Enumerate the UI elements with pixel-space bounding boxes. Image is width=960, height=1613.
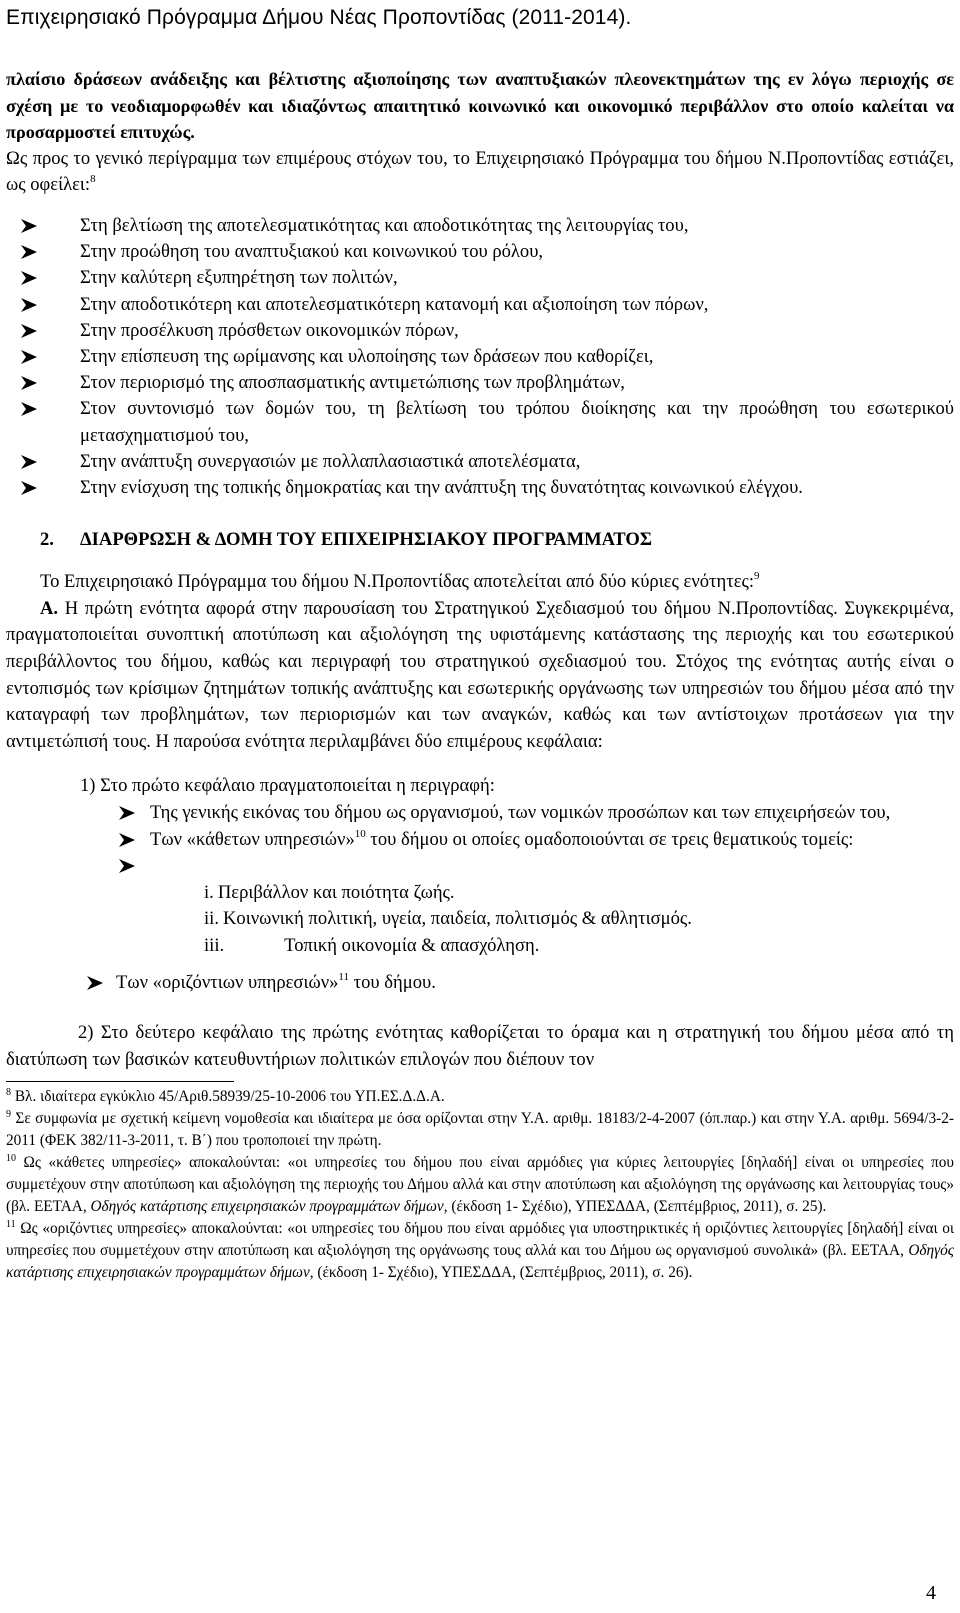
footnote <box>6 1086 954 1108</box>
section-lead <box>6 569 954 596</box>
footnote-text-continued: , (έκδοση 1- Σχέδιο), ΥΠΕΣΔΔΑ, (Σεπτέμβριος, 2011), σ. 25). <box>443 1198 827 1216</box>
list-item-text: Στην ανάπτυξη συνεργασιών με πολλαπλασιαστικά αποτελέσματα, <box>80 450 581 472</box>
sector-item <box>6 906 954 933</box>
list-item-text: Στην αποδοτικότερη και αποτελεσματικότερη κατανομή και αξιοποίηση των πόρων, <box>80 293 709 315</box>
footnotes <box>6 1086 954 1284</box>
chapter-1-block <box>6 773 954 996</box>
list-item <box>6 800 954 827</box>
section-heading <box>40 527 954 553</box>
footnote-divider <box>6 1081 234 1082</box>
list-item-text-continued: του δήμου οι οποίες ομαδοποιούνται σε τρεις θεματικούς τομείς: <box>365 828 854 850</box>
sector-number: iii. <box>204 934 225 956</box>
list-item <box>6 292 954 318</box>
part-a-text: Η πρώτη ενότητα αφορά στην παρουσίαση του Στρατηγικού Σχεδιασμού του δήμου Ν.Προποντίδας. Συγκεκριμένα, πραγματοποιείται συνοπτική αποτύπωση και αξιολόγηση της υφιστάμενης κατάστασης της περιοχής και του εσωτερικού περιβάλλοντος του δήμου, καθώς και περιγραφή του στρατηγικού σχεδιασμού του. Στόχος της ενότητας αυτής είναι ο εντοπισμός των κρίσιμων ζητημάτων τοπικής ανάπτυξης και εσωτερικής οργάνωσης των υπηρεσιών του δήμου μέσα από την καταγραφή των προβλημάτων, των περιορισμών και των αναγκών, καθώς και των αντίστοιχων προτάσεων για την αντιμετώπισή τους. Η παρούσα ενότητα περιλαμβάνει δύο επιμέρους κεφάλαια: <box>6 597 954 752</box>
sector-item <box>6 880 954 907</box>
footnote-number: 11 <box>6 1219 16 1231</box>
list-item <box>6 344 954 370</box>
footnote-text: Βλ. ιδιαίτερα εγκύκλιο 45/Αριθ.58939/25-10-2006 του ΥΠ.ΕΣ.Δ.Δ.Α. <box>14 1088 445 1106</box>
chapter-1-items <box>6 800 954 880</box>
list-item <box>6 396 954 448</box>
footnote-number: 10 <box>6 1153 16 1165</box>
list-item-text: Της γενικής εικόνας του δήμου ως οργανισμού, των νομικών προσώπων και των επιχειρήσεών του, <box>150 801 891 823</box>
list-item-text: Στην προώθηση του αναπτυξιακού και κοινωνικού του ρόλου, <box>80 241 544 263</box>
list-item <box>6 370 954 396</box>
horizontal-services-text-continued: του δήμου. <box>349 971 436 993</box>
list-item <box>6 213 954 239</box>
footnote-text: Ως «κάθετες υπηρεσίες» αποκαλούνται: «οι υπηρεσίες του δήμου που είναι αρμόδιες για κύριες λειτουργίες [δηλαδή] είναι οι υπηρεσίες που συμμετέχουν στην αποτύπωση και αξιολόγηση της περιοχής του Δήμου αλλά και στην αποτύπωση και αξιολόγηση της οργάνωσης και λειτουργίας τους» (βλ. ΕΕΤΑΑ, <box>6 1154 954 1216</box>
section-lead-text: Το Επιχειρησιακό Πρόγραμμα του δήμου Ν.Προποντίδας αποτελείται από δύο κύριες ενότητες: <box>40 571 755 593</box>
list-item-text: Στον συντονισμό των δομών του, τη βελτίωση του τρόπου διοίκησης και την προώθηση του εσωτερικού μετασχηματισμού του, <box>80 398 954 446</box>
footnote-text: Σε συμφωνία με σχετική κείμενη νομοθεσία και ιδιαίτερα με όσα ορίζονται στην Υ.Α. αριθμ. 18183/2-4-2007 (όπ.παρ.) και στην Υ.Α. αριθμ. 5694/3-2-2011 (ΦΕΚ 382/11-3-2011, τ. Β΄) που τροποποιεί την πρώτη. <box>6 1110 954 1150</box>
part-a-paragraph <box>6 596 954 756</box>
section-title: ΔΙΑΡΘΡΩΣΗ & ΔΟΜΗ ΤΟΥ ΕΠΙΧΕΙΡΗΣΙΑΚΟΥ ΠΡΟΓΡΑΜΜΑΤΟΣ <box>80 529 652 551</box>
list-item-text: Στην προσέλκυση πρόσθετων οικονομικών πόρων, <box>80 319 459 341</box>
list-item-text: Στην επίσπευση της ωρίμανσης και υλοποίησης των δράσεων που καθορίζει, <box>80 345 654 367</box>
arrow-bullet-icon <box>20 370 40 391</box>
list-item <box>6 265 954 291</box>
section-number: 2. <box>40 529 54 551</box>
sector-number: i. <box>204 881 214 903</box>
footnote-text: Ως «οριζόντιες υπηρεσίες» αποκαλούνται: «οι υπηρεσίες του δήμου που είναι αρμόδιες για υποστηρικτικές ή οριζόντιες λειτουργίες [δηλαδή] είναι οι υπηρεσίες που συμμετέχουν στην αποτύπωση και αξιολόγηση της οργάνωσης τους αλλά και του Δήμου ως οργανισμού συνολικά» (βλ. ΕΕΤΑΑ, <box>6 1220 954 1260</box>
footnote-citation-title: Οδηγός κατάρτισης επιχειρησιακών προγραμμάτων δήμων <box>6 1242 954 1282</box>
intro-bold-paragraph: πλαίσιο δράσεων ανάδειξης και βέλτιστης αξιοποίησης των αναπτυξιακών πλεονεκτημάτων της εν λόγω περιοχής σε σχέση με το νεοδιαμορφωθέν και ιδιαζόντως απαιτητικό κοινωνικό και οικονομικό περιβάλλον στο οποίο καλείται να προσαρμοστεί επιτυχώς. <box>6 69 954 143</box>
arrow-bullet-icon <box>20 213 40 234</box>
list-item-text: Των «κάθετων υπηρεσιών» <box>150 828 355 850</box>
list-item <box>6 827 954 854</box>
sector-item <box>6 933 954 960</box>
footnote-number: 8 <box>6 1087 11 1099</box>
sector-text: Περιβάλλον και ποιότητα ζωής. <box>217 881 455 903</box>
footnote-ref-9: 9 <box>754 570 760 583</box>
footnote-citation-title: Οδηγός κατάρτισης επιχειρησιακών προγραμμάτων δήμων <box>90 1198 444 1216</box>
page-header: Επιχειρησιακό Πρόγραμμα Δήμου Νέας Προποντίδας (2011-2014). <box>6 6 632 29</box>
arrow-bullet-icon <box>118 853 136 874</box>
part-a-label: Α. <box>40 597 59 619</box>
intro-paragraph <box>6 146 954 199</box>
list-item-text: Στην καλύτερη εξυπηρέτηση των πολιτών, <box>80 267 398 289</box>
arrow-bullet-icon <box>20 344 40 365</box>
arrow-bullet-icon <box>20 396 40 417</box>
document-body <box>6 66 954 1284</box>
footnote-ref-11: 11 <box>338 970 349 983</box>
sector-text: Κοινωνική πολιτική, υγεία, παιδεία, πολιτισμός & αθλητισμός. <box>222 908 692 930</box>
footnote-ref-8: 8 <box>90 173 96 186</box>
horizontal-services-item <box>6 970 954 997</box>
list-item <box>6 318 954 344</box>
sector-list <box>6 880 954 960</box>
footnote-ref-10: 10 <box>354 827 366 840</box>
arrow-bullet-icon <box>20 292 40 313</box>
horizontal-services-text: Των «οριζόντιων υπηρεσιών» <box>116 971 339 993</box>
list-item-text: Στην ενίσχυση της τοπικής δημοκρατίας και την ανάπτυξη της δυνατότητας κοινωνικού ελέγχου. <box>80 477 803 498</box>
arrow-bullet-icon <box>20 318 40 339</box>
list-item <box>6 475 954 501</box>
chapter-1-heading: 1) Στο πρώτο κεφάλαιο πραγματοποιείται η περιγραφή: <box>80 775 495 797</box>
chapter-2-paragraph: 2) Στο δεύτερο κεφάλαιο της πρώτης ενότητας καθορίζεται το όραμα και η στρατηγική του δήμου μέσα από τη διατύπωση των βασικών κατευθυντήριων πολιτικών επιλογών που διέπουν τον <box>6 1022 954 1070</box>
page-number: 4 <box>926 1582 936 1604</box>
intro-text: Ως προς το γενικό περίγραμμα των επιμέρους στόχων του, το Επιχειρησιακό Πρόγραμμα του δήμου Ν.Προποντίδας εστιάζει, ως οφείλει: <box>6 147 954 196</box>
list-item <box>6 449 954 475</box>
sector-text: Τοπική οικονομία & απασχόληση. <box>284 934 540 956</box>
arrow-bullet-icon <box>20 265 40 286</box>
arrow-bullet-icon <box>20 449 40 470</box>
arrow-bullet-icon <box>118 827 136 848</box>
footnote <box>6 1218 954 1284</box>
footnote-number: 9 <box>6 1109 11 1121</box>
arrow-bullet-icon <box>20 239 40 260</box>
footnote <box>6 1152 954 1218</box>
sector-number: ii. <box>204 908 219 930</box>
arrow-bullet-icon <box>118 800 136 821</box>
list-item <box>6 853 954 880</box>
list-item-text: Στον περιορισμό της αποσπασματικής αντιμετώπισης των προβλημάτων, <box>80 372 625 394</box>
footnote <box>6 1108 954 1152</box>
list-item <box>6 239 954 265</box>
footnote-text-continued: , (έκδοση 1- Σχέδιο), ΥΠΕΣΔΔΑ, (Σεπτέμβριος, 2011), σ. 26). <box>309 1264 693 1282</box>
focus-list <box>6 213 954 501</box>
arrow-bullet-icon <box>86 970 104 991</box>
arrow-bullet-icon <box>20 475 40 496</box>
list-item-text: Στη βελτίωση της αποτελεσματικότητας και αποδοτικότητας της λειτουργίας του, <box>80 214 689 236</box>
